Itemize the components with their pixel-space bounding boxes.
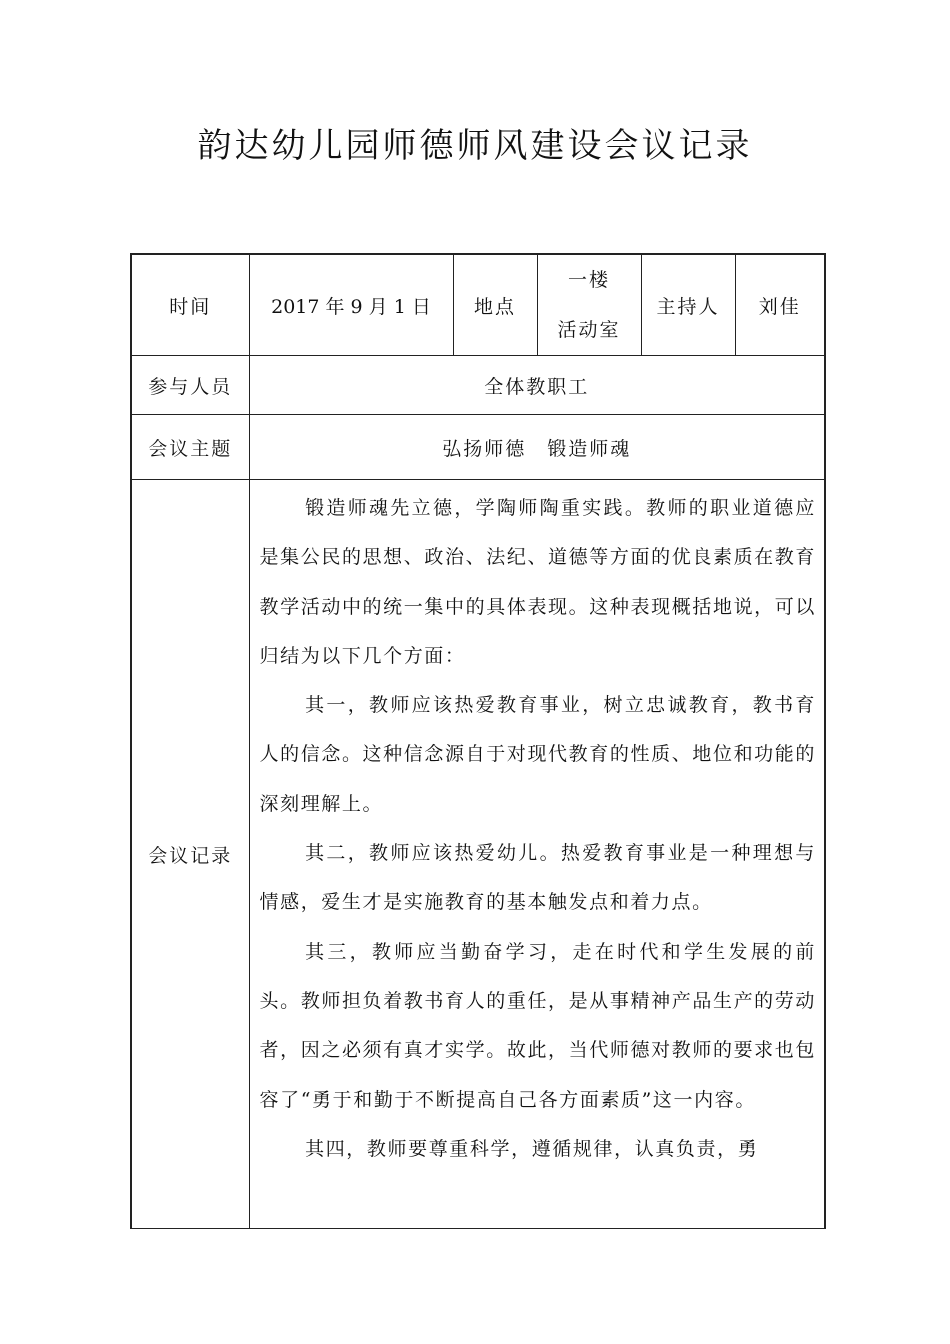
place-label: 地点 bbox=[453, 254, 537, 356]
header-row bbox=[131, 254, 825, 356]
record-row bbox=[131, 480, 825, 1229]
record-paragraph: 其二，教师应该热爱幼儿。热爱教育事业是一种理想与情感，爱生才是实施教育的基本触发点和着力点。 bbox=[259, 842, 816, 914]
meeting-record-table bbox=[130, 253, 826, 1229]
topic-label: 会议主题 bbox=[131, 415, 249, 480]
place-value bbox=[537, 254, 641, 356]
place-value-line1: 一楼 bbox=[567, 269, 610, 291]
document-title: 韵达幼儿园师德师风建设会议记录 bbox=[197, 126, 753, 166]
record-label: 会议记录 bbox=[131, 480, 249, 1229]
attendees-value: 全体教职工 bbox=[249, 356, 825, 415]
time-value: 2017 年 9 月 1 日 bbox=[249, 254, 453, 356]
attendees-label: 参与人员 bbox=[131, 356, 249, 415]
host-label: 主持人 bbox=[641, 254, 735, 356]
record-paragraph: 其三，教师应当勤奋学习，走在时代和学生发展的前头。教师担负着教书育人的重任，是从事精神产品生产的劳动者，因之必须有真才实学。故此，当代师德对教师的要求也包容了“勇于和勤于不断提高自己各方面素质”这一内容。 bbox=[259, 940, 816, 1111]
attendees-row bbox=[131, 356, 825, 415]
record-content bbox=[249, 480, 825, 1229]
topic-row bbox=[131, 415, 825, 480]
record-paragraph: 锻造师魂先立德，学陶师陶重实践。教师的职业道德应是集公民的思想、政治、法纪、道德等方面的优良素质在教育教学活动中的统一集中的具体表现。这种表现概括地说，可以归结为以下几个方面： bbox=[259, 497, 816, 667]
topic-value: 弘扬师德 锻造师魂 bbox=[249, 415, 825, 480]
time-label: 时间 bbox=[131, 254, 249, 356]
record-paragraph: 其一，教师应该热爱教育事业，树立忠诚教育，教书育人的信念。这种信念源自于对现代教育的性质、地位和功能的深刻理解上。 bbox=[259, 694, 816, 815]
record-text bbox=[250, 480, 825, 1174]
record-paragraph: 其四，教师要尊重科学，遵循规律，认真负责，勇 bbox=[305, 1137, 759, 1160]
place-value-line2: 活动室 bbox=[557, 319, 621, 341]
host-value: 刘佳 bbox=[735, 254, 825, 356]
